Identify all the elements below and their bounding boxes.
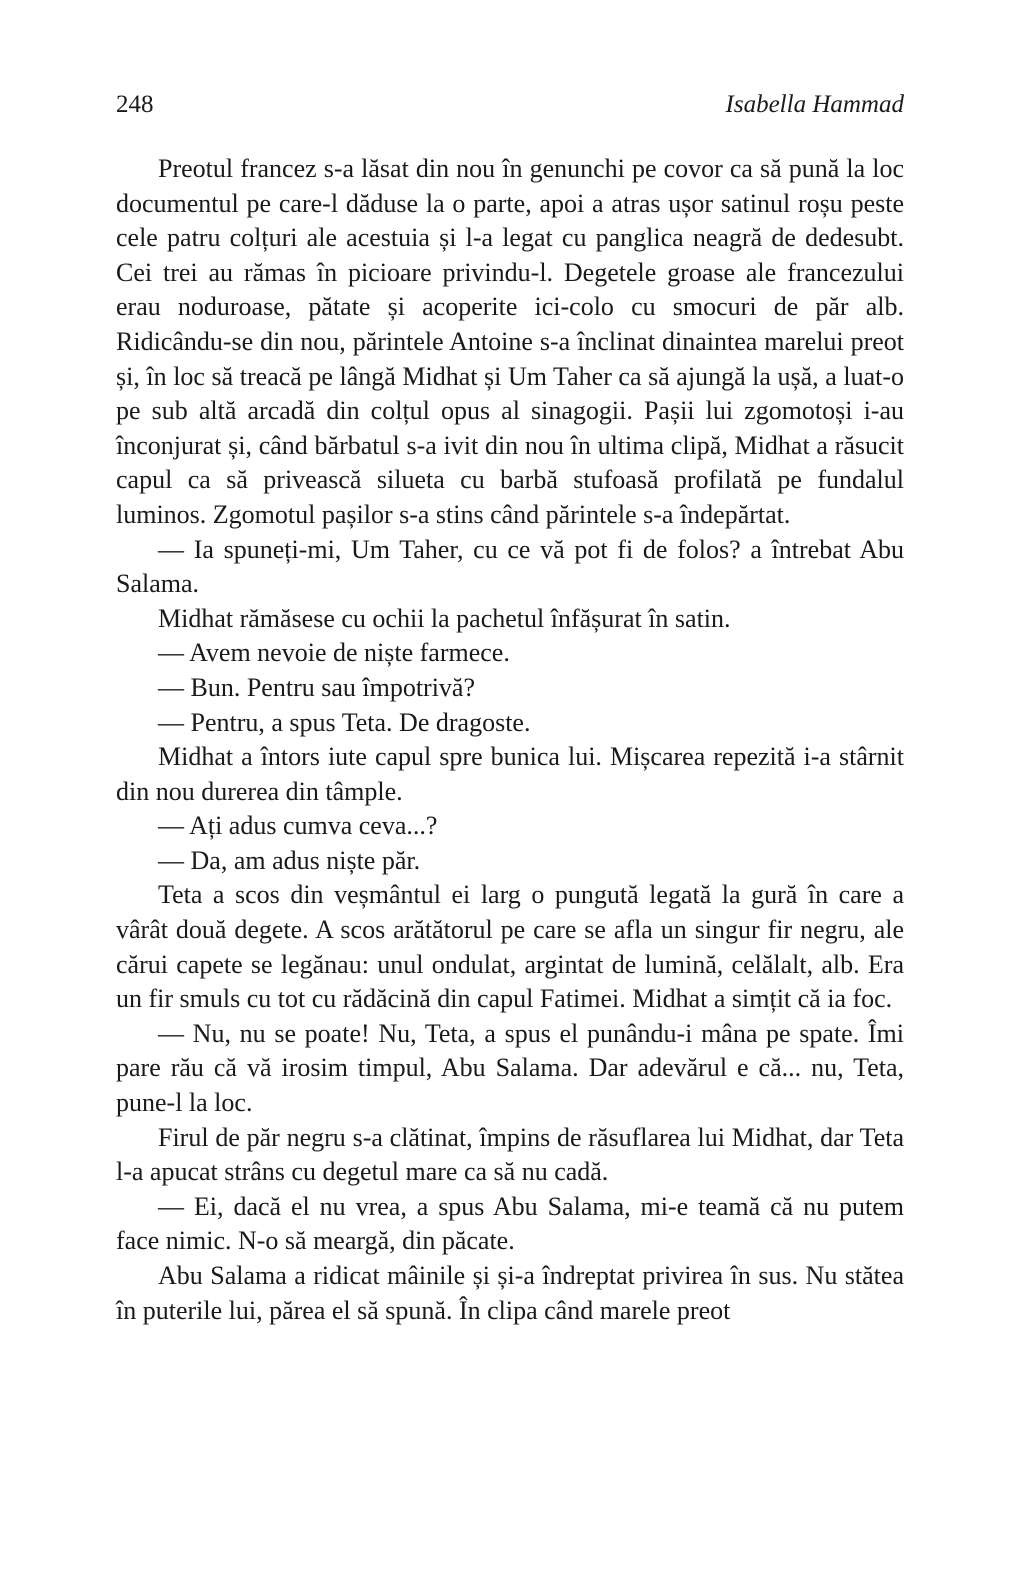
paragraph: — Ei, dacă el nu vrea, a spus Abu Salama, mi-e teamă că nu putem face nimic. N-o să meargă, din păcate. xyxy=(116,1191,904,1256)
running-header xyxy=(116,88,904,122)
paragraph: — Bun. Pentru sau împotrivă? xyxy=(158,672,476,702)
paragraph: Teta a scos din veșmântul ei larg o pungută legată la gură în care a vârât două degete. A scos arătătorul pe care se afla un singur fir negru, ale cărui capete se legănau: unul ondulat, argintat de lumină, celălalt, alb. Era un fir smuls cu tot cu rădăcină din capul Fatimei. Midhat a simțit că ia foc. xyxy=(116,880,904,1014)
paragraph: — Ați adus cumva ceva...? xyxy=(158,811,438,841)
paragraph: Midhat rămăsese cu ochii la pachetul înfășurat în satin. xyxy=(158,603,731,633)
paragraph: — Da, am adus niște păr. xyxy=(158,845,421,875)
paragraph: Preotul francez s-a lăsat din nou în genunchi pe covor ca să pună la loc documentul pe care-l dăduse la o parte, apoi a atras ușor satinul roșu peste cele patru colțuri ale acestuia și l-a legat cu panglica neagră de dedesubt. Cei trei au rămas în picioare privindu-l. Degetele groase ale francezului erau noduroase, pătate și acoperite ici-colo cu smocuri de păr alb. Ridicându-se din nou, părintele Antoine s-a înclinat dinaintea marelui preot și, în loc să treacă pe lângă Midhat și Um Taher ca să ajungă la ușă, a luat-o pe sub altă arcadă din colțul opus al sinagogii. Pașii lui zgomotoși i-au înconjurat și, când bărbatul s-a ivit din nou în ultima clipă, Midhat a răsucit capul ca să privească silueta cu barbă stufoasă profilată pe fundalul luminos. Zgomotul pașilor s-a stins când părintele s-a îndepărtat. xyxy=(116,154,904,529)
paragraph: Midhat a întors iute capul spre bunica lui. Mișcarea repezită i-a stârnit din nou durerea din tâmple. xyxy=(116,742,904,806)
paragraph: — Avem nevoie de niște farmece. xyxy=(158,638,510,668)
page-number: 248 xyxy=(116,91,154,118)
body-text xyxy=(116,152,904,1328)
paragraph: — Nu, nu se poate! Nu, Teta, a spus el punându-i mâna pe spate. Îmi pare rău că vă irosim timpul, Abu Salama. Dar adevărul e că... nu, Teta, pune-l la loc. xyxy=(116,1018,904,1118)
paragraph: — Ia spuneți-mi, Um Taher, cu ce vă pot fi de folos? a întrebat Abu Salama. xyxy=(116,534,904,599)
paragraph: Firul de păr negru s-a clătinat, împins de răsuflarea lui Midhat, dar Teta l-a apucat strâns cu degetul mare ca să nu cadă. xyxy=(116,1122,904,1187)
paragraph: Abu Salama a ridicat mâinile și și-a îndreptat privirea în sus. Nu stătea în puterile lui, părea el să spună. În clipa când marele preot xyxy=(116,1261,904,1325)
author-name: Isabella Hammad xyxy=(725,91,904,118)
paragraph: — Pentru, a spus Teta. De dragoste. xyxy=(158,707,531,737)
